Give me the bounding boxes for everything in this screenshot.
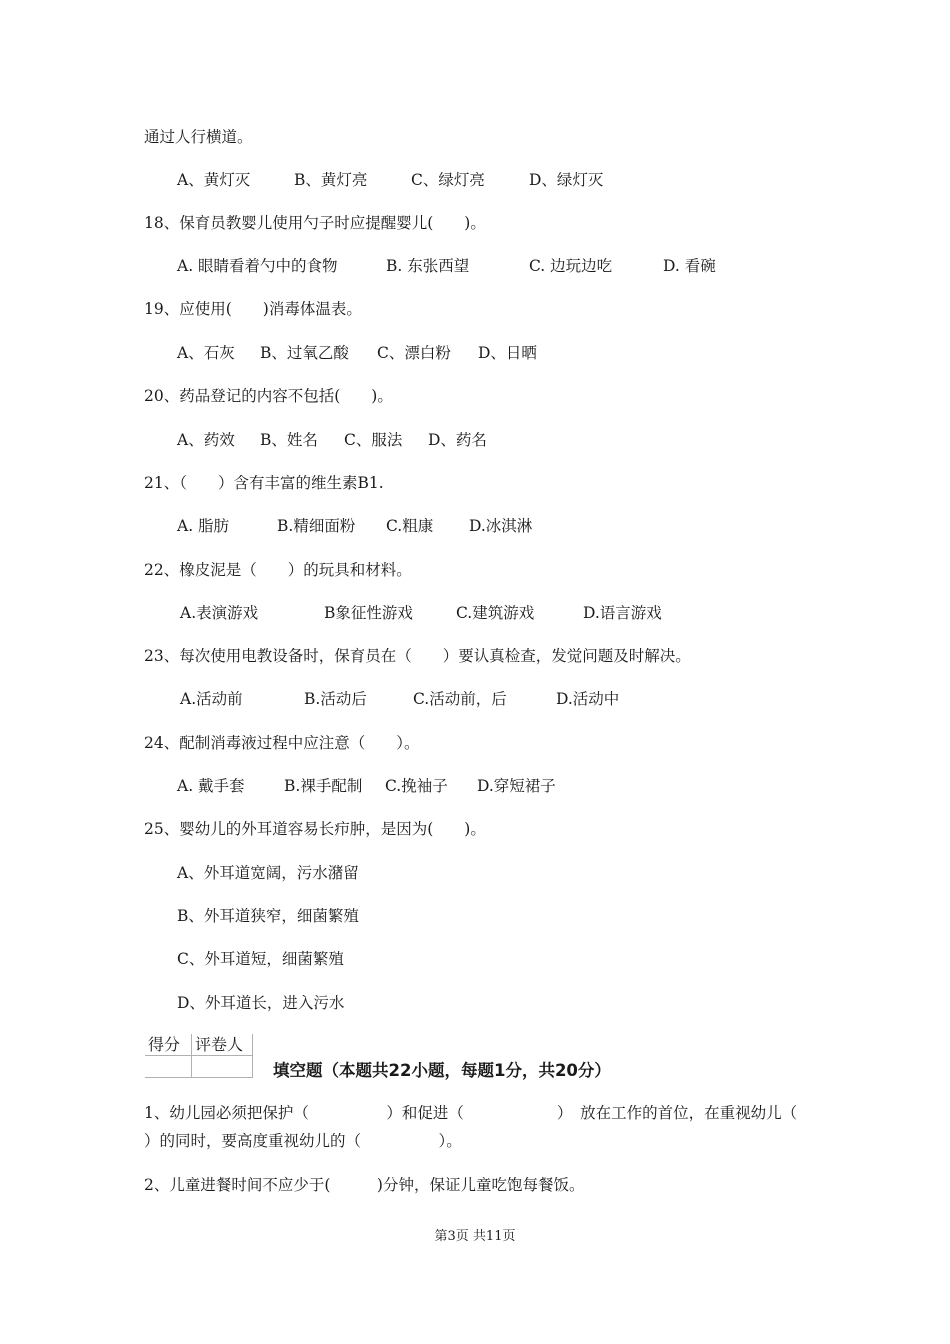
q25-option-d: D、外耳道长，进入污水 <box>177 994 345 1012</box>
q17-option-b: B、黄灯亮 <box>294 171 368 189</box>
fill-q1-line2: ）的同时，要高度重视幼儿的（ ）。 <box>144 1132 462 1150</box>
q22-option-b: B象征性游戏 <box>324 604 413 622</box>
q23-option-a: A.活动前 <box>180 690 243 708</box>
q22-option-c: C.建筑游戏 <box>456 604 535 622</box>
q24-option-d: D.穿短裙子 <box>477 777 556 795</box>
grader-cell <box>192 1056 253 1078</box>
q25-option-c: C、外耳道短，细菌繁殖 <box>177 950 344 968</box>
q18-option-d: D. 看碗 <box>663 257 716 275</box>
q17-stem-tail: 通过人行横道。 <box>144 128 253 146</box>
fill-q2: 2、儿童进餐时间不应少于( )分钟，保证儿童吃饱每餐饭。 <box>144 1176 585 1194</box>
q20-stem: 20、药品登记的内容不包括( )。 <box>144 387 393 405</box>
q21-stem: 21、（ ）含有丰富的维生素B1. <box>144 474 384 492</box>
q25-stem: 25、婴幼儿的外耳道容易长疖肿，是因为( )。 <box>144 820 486 838</box>
q25-option-b: B、外耳道狭窄，细菌繁殖 <box>177 907 359 925</box>
q21-option-a: A. 脂肪 <box>177 517 230 535</box>
page-footer: 第3页 共11页 <box>434 1229 516 1244</box>
q21-option-c: C.粗康 <box>386 517 434 535</box>
q22-option-d: D.语言游戏 <box>583 604 662 622</box>
q17-options <box>177 170 603 190</box>
q19-options <box>177 343 537 363</box>
q20-option-c: C、服法 <box>344 431 403 449</box>
q23-option-b: B.活动后 <box>304 690 367 708</box>
q17-option-a: A、黄灯灭 <box>177 171 251 189</box>
section-title: 填空题（本题共22小题，每题1分，共20分） <box>273 1061 611 1080</box>
q18-stem: 18、保育员教婴儿使用勺子时应提醒婴儿( )。 <box>144 214 486 232</box>
q24-option-c: C.挽袖子 <box>385 777 448 795</box>
q19-stem: 19、应使用( )消毒体温表。 <box>144 300 362 318</box>
q23-options <box>180 689 619 709</box>
q24-option-b: B.裸手配制 <box>284 777 363 795</box>
q23-option-d: D.活动中 <box>556 690 620 708</box>
q24-options <box>177 776 556 796</box>
q20-option-a: A、药效 <box>177 431 235 449</box>
q20-options <box>177 430 487 450</box>
q23-stem: 23、每次使用电教设备时，保育员在（ ）要认真检查，发觉问题及时解决。 <box>144 647 691 665</box>
score-table <box>145 1034 253 1078</box>
q20-option-d: D、药名 <box>428 431 487 449</box>
q19-option-b: B、过氧乙酸 <box>260 344 349 362</box>
q18-option-a: A. 眼睛看着勺中的食物 <box>177 257 338 275</box>
q23-option-c: C.活动前，后 <box>413 690 507 708</box>
q21-option-b: B.精细面粉 <box>277 517 356 535</box>
q24-stem: 24、配制消毒液过程中应注意（ ）。 <box>144 734 420 752</box>
q19-option-c: C、漂白粉 <box>377 344 451 362</box>
fill-q1-line1: 1、幼儿园必须把保护（ ）和促进（ ） 放在工作的首位，在重视幼儿（ <box>144 1104 798 1122</box>
score-cell <box>145 1056 192 1078</box>
q18-options <box>177 256 716 276</box>
q21-option-d: D.冰淇淋 <box>469 517 533 535</box>
q22-stem: 22、橡皮泥是（ ）的玩具和材料。 <box>144 561 412 579</box>
q17-option-c: C、绿灯亮 <box>411 171 485 189</box>
q24-option-a: A. 戴手套 <box>177 777 245 795</box>
q22-option-a: A.表演游戏 <box>180 604 259 622</box>
q19-option-a: A、石灰 <box>177 344 235 362</box>
q17-option-d: D、绿灯灭 <box>529 171 604 189</box>
q18-option-b: B. 东张西望 <box>386 257 470 275</box>
q25-option-a: A、外耳道宽阔，污水潴留 <box>177 864 359 882</box>
q21-options <box>177 516 532 536</box>
grader-label: 评卷人 <box>192 1034 253 1056</box>
q18-option-c: C. 边玩边吃 <box>529 257 613 275</box>
q19-option-d: D、日晒 <box>478 344 537 362</box>
q20-option-b: B、姓名 <box>260 431 318 449</box>
score-label: 得分 <box>145 1034 192 1056</box>
q22-options <box>180 603 662 623</box>
